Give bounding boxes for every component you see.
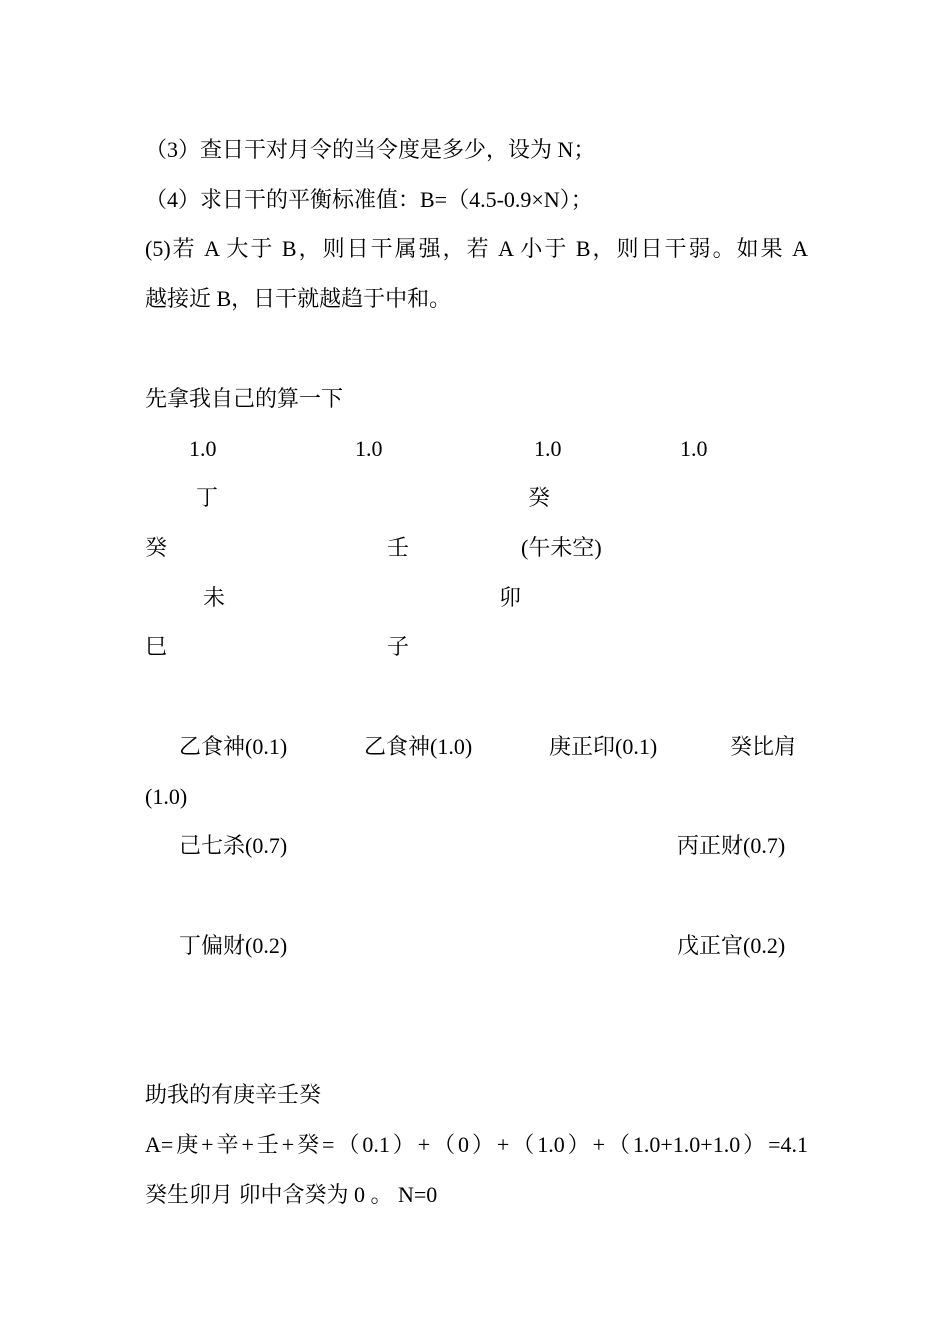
step-5-text-line2: 越接近 B，日干就越趋于中和。 bbox=[145, 286, 452, 311]
intro-text: 先拿我自己的算一下 bbox=[145, 386, 344, 411]
helpers-text: 助我的有庚辛壬癸 bbox=[145, 1082, 322, 1107]
step-4-text: （4）求日干的平衡标准值：B=（4.5-0.9×N）； bbox=[145, 187, 593, 212]
chart-branch-wei: 未 bbox=[203, 585, 226, 610]
pillar-value-3: 1.0 bbox=[534, 436, 562, 461]
pillar-value-1: 1.0 bbox=[189, 436, 217, 461]
hidden-stem-6: 丙正财(0.7) bbox=[677, 833, 786, 858]
month-text: 癸生卯月 卯中含癸为 0 。 N=0 bbox=[145, 1182, 438, 1207]
chart-branch-zi: 子 bbox=[387, 634, 410, 659]
chart-branch-mao: 卯 bbox=[499, 585, 522, 610]
chart-stem-gui-left: 癸 bbox=[145, 535, 168, 560]
formula-text: A=庚+辛+壬+癸=（0.1）+（0）+（1.0）+（1.0+1.0+1.0）=4.1 bbox=[145, 1132, 808, 1157]
hidden-stem-3: 庚正印(0.1) bbox=[549, 734, 658, 759]
hidden-stem-4: 癸比肩 bbox=[730, 734, 797, 759]
chart-branch-si: 巳 bbox=[145, 634, 168, 659]
chart-stem-ren: 壬 bbox=[387, 535, 410, 560]
hidden-stem-5: 己七杀(0.7) bbox=[179, 833, 288, 858]
hidden-stem-8: 戊正官(0.2) bbox=[677, 933, 786, 958]
hidden-stem-2: 乙食神(1.0) bbox=[364, 734, 473, 759]
pillar-value-4: 1.0 bbox=[680, 436, 708, 461]
step-5-text-line1: (5)若 A 大于 B，则日干属强，若 A 小于 B，则日干弱。如果 A bbox=[145, 236, 808, 261]
hidden-stem-1: 乙食神(0.1) bbox=[179, 734, 288, 759]
hidden-stem-4-value: (1.0) bbox=[145, 784, 188, 809]
chart-void-note: (午未空) bbox=[521, 535, 602, 560]
chart-stem-ding: 丁 bbox=[196, 485, 219, 510]
pillar-value-2: 1.0 bbox=[355, 436, 383, 461]
step-3-text: （3）查日干对月令的当令度是多少，设为 N； bbox=[145, 137, 596, 162]
chart-stem-gui: 癸 bbox=[528, 485, 551, 510]
hidden-stem-7: 丁偏财(0.2) bbox=[179, 933, 288, 958]
